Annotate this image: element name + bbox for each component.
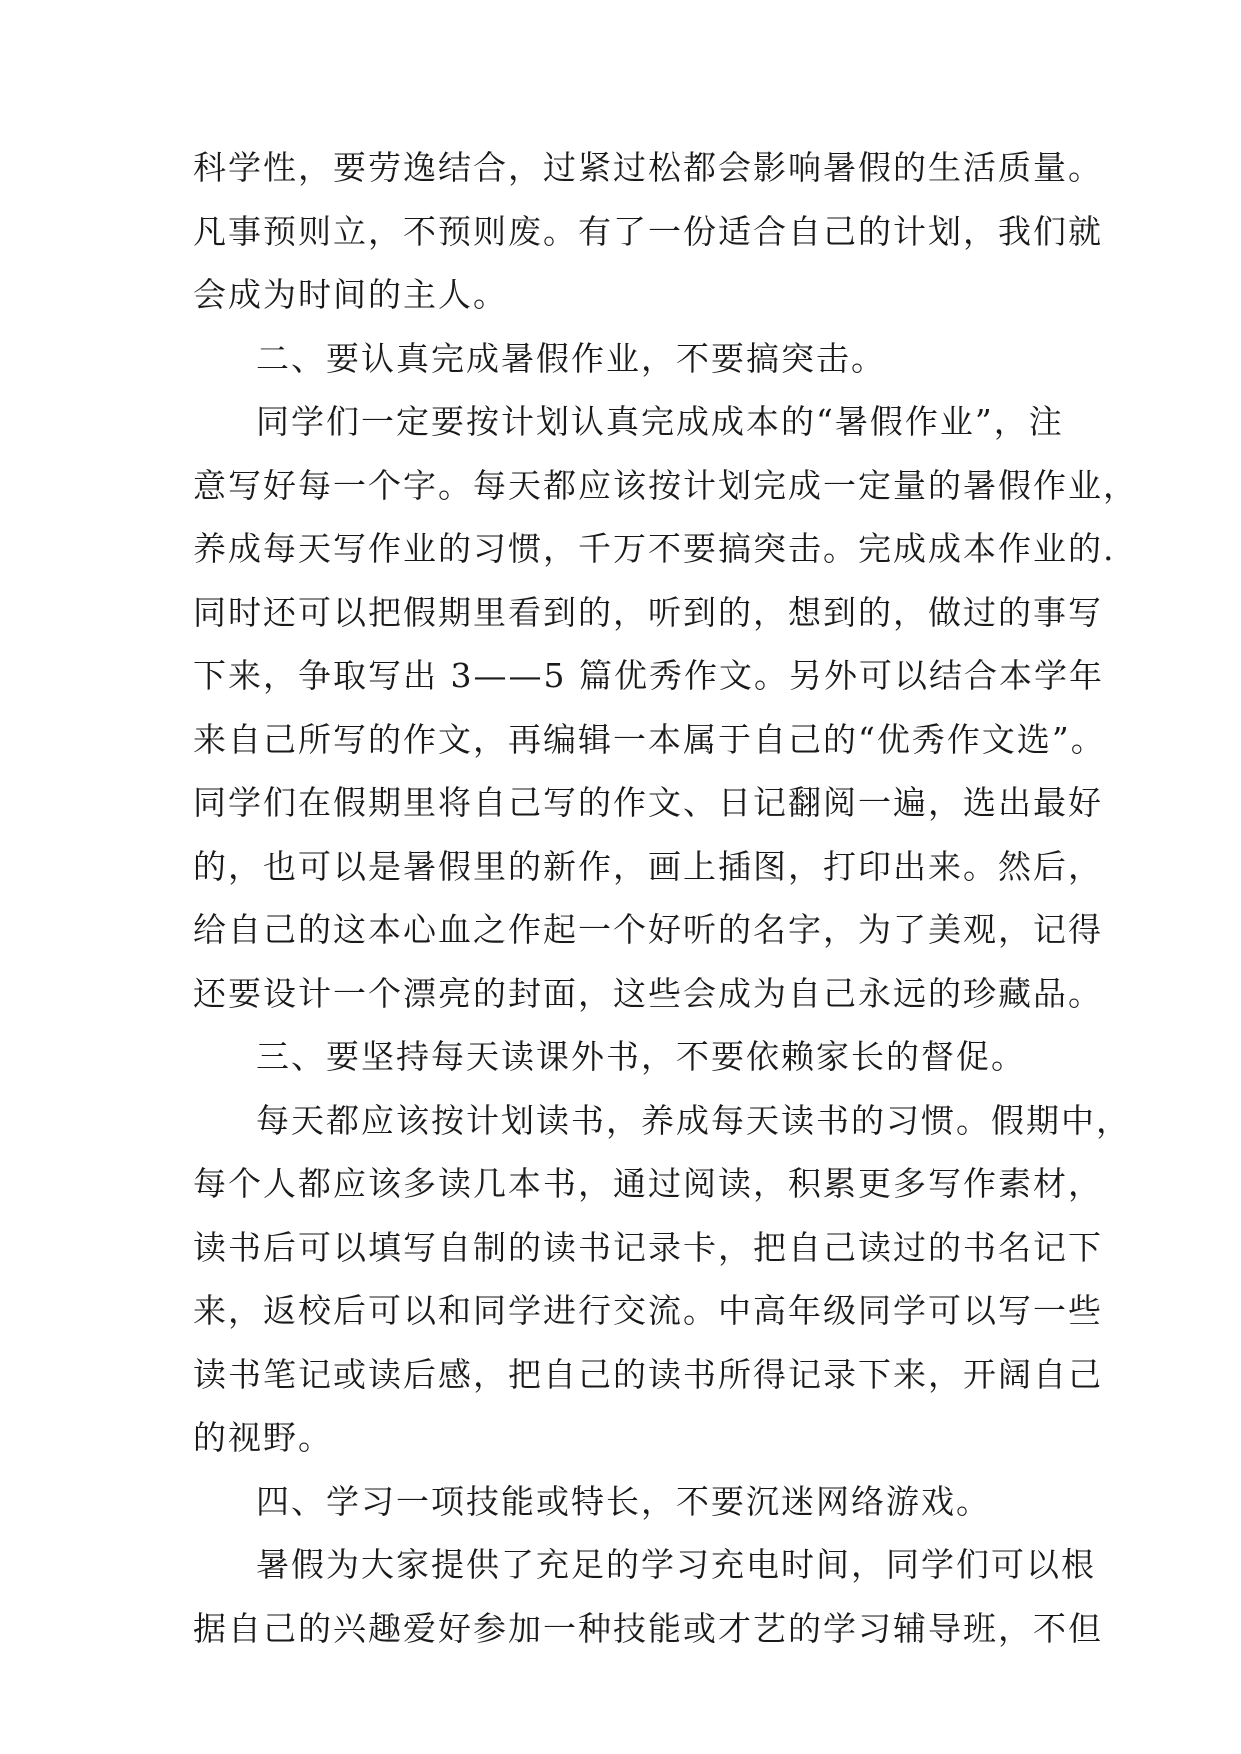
text-line: 下来，争取写出 3——5 篇优秀作文。另外可以结合本学年	[193, 656, 1104, 695]
text-line: 养成每天写作业的习惯，千万不要搞突击。完成成本作业的.	[193, 529, 1116, 568]
text-line: 每天都应该按计划读书，养成每天读书的习惯。假期中，	[256, 1101, 1131, 1140]
text-line: 来自己所写的作文，再编辑一本属于自己的“优秀作文选”。	[193, 720, 1106, 759]
text-line: 凡事预则立，不预则废。有了一份适合自己的计划，我们就	[193, 212, 1103, 251]
section-heading: 四、学习一项技能或特长，不要沉迷网络游戏。	[256, 1482, 991, 1521]
text-line: 的，也可以是暑假里的新作，画上插图，打印出来。然后，	[193, 847, 1103, 886]
section-heading: 三、要坚持每天读课外书，不要依赖家长的督促。	[256, 1037, 1026, 1076]
section-heading: 二、要认真完成暑假作业，不要搞突击。	[256, 339, 886, 378]
text-line: 意写好每一个字。每天都应该按计划完成一定量的暑假作业，	[193, 466, 1138, 505]
text-line: 每个人都应该多读几本书，通过阅读，积累更多写作素材，	[193, 1164, 1103, 1203]
text-line: 同学们在假期里将自己写的作文、日记翻阅一遍，选出最好	[193, 783, 1103, 822]
text-line: 来，返校后可以和同学进行交流。中高年级同学可以写一些	[193, 1291, 1103, 1330]
text-line: 的视野。	[193, 1418, 333, 1457]
text-line: 据自己的兴趣爱好参加一种技能或才艺的学习辅导班，不但	[193, 1609, 1103, 1648]
text-line: 还要设计一个漂亮的封面，这些会成为自己永远的珍藏品。	[193, 974, 1103, 1013]
text-line: 同学们一定要按计划认真完成成本的“暑假作业”，注	[256, 402, 1064, 441]
text-line: 会成为时间的主人。	[193, 275, 508, 314]
text-line: 暑假为大家提供了充足的学习充电时间，同学们可以根	[256, 1545, 1096, 1584]
text-line: 给自己的这本心血之作起一个好听的名字，为了美观，记得	[193, 910, 1103, 949]
text-line: 同时还可以把假期里看到的，听到的，想到的，做过的事写	[193, 593, 1103, 632]
text-line: 读书笔记或读后感，把自己的读书所得记录下来，开阔自己	[193, 1355, 1103, 1394]
text-line: 科学性，要劳逸结合，过紧过松都会影响暑假的生活质量。	[193, 148, 1103, 187]
text-line: 读书后可以填写自制的读书记录卡，把自己读过的书名记下	[193, 1228, 1103, 1267]
